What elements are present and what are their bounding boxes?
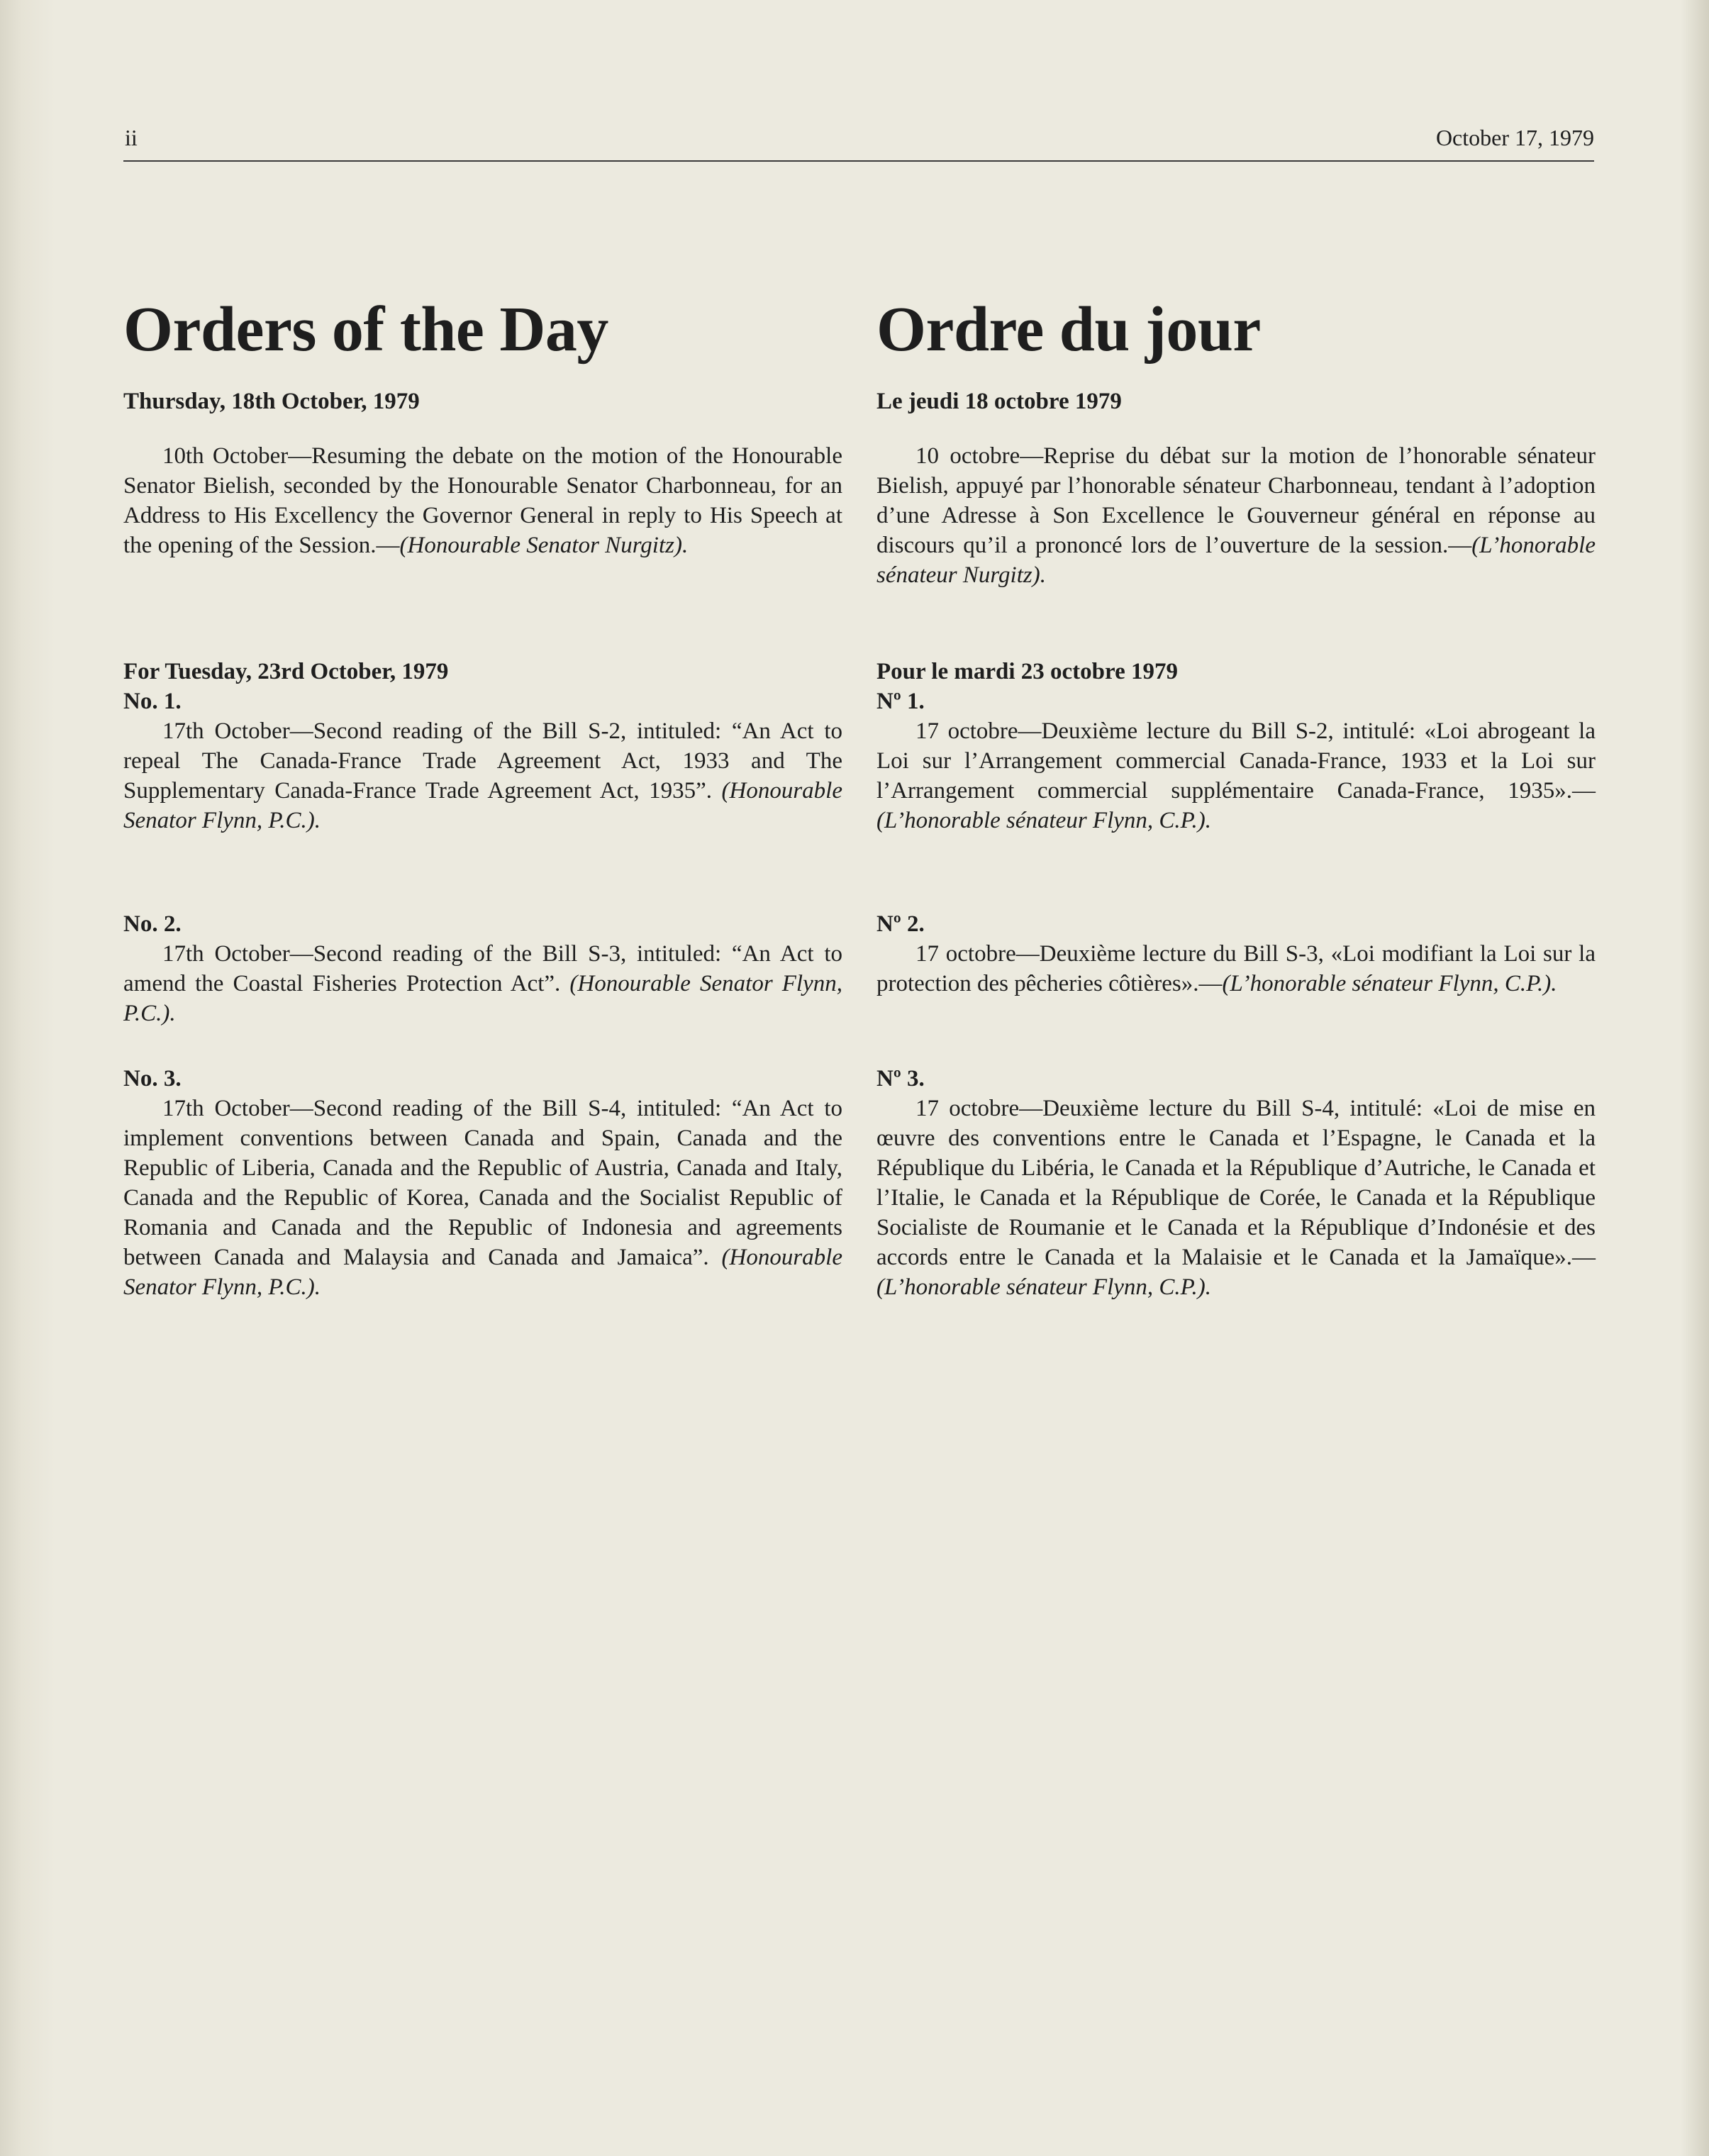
item-sponsor-fr: (L’honorable sénateur Flynn, C.P.).	[876, 808, 1212, 833]
french-column	[876, 291, 1596, 1300]
intro-item-en	[123, 441, 842, 560]
intro-sponsor-en: (Honourable Senator Nurgitz).	[399, 533, 689, 558]
running-header	[123, 125, 1594, 162]
order-block-fr	[876, 657, 1596, 835]
item-paragraph-en	[123, 716, 842, 835]
page-edge-left	[0, 0, 55, 2156]
order-block-en	[123, 657, 842, 835]
order-block-en	[123, 909, 842, 1028]
intro-sponsor-fr: (L’honorable sénateur Nurgitz).	[876, 533, 1596, 588]
item-text-fr: 17 octobre—Deuxième lecture du Bill S-3, «Loi modifiant la Loi sur la protection des pêcheries côtières».—	[876, 941, 1596, 996]
page-number: ii	[125, 125, 138, 150]
item-sponsor-en: (Honourable Senator Flynn, P.C.).	[123, 971, 842, 1026]
intro-text-fr: 10 octobre—Reprise du débat sur la motion de l’honorable sénateur Bielish, appuyé par l’honorable sénateur Charbonneau, tendant à l’adoption d’une Adresse à Son Excellence le Gouverneur général en réponse au discours qu’il a prononcé lors de l’ouverture de la session.—	[876, 443, 1596, 558]
item-paragraph-fr	[876, 716, 1596, 835]
section-title-en: Orders of the Day	[123, 294, 608, 365]
item-number-fr: Nº 1.	[876, 689, 925, 714]
for-heading-fr: Pour le mardi 23 octobre 1979	[876, 659, 1178, 684]
item-sponsor-fr: (L’honorable sénateur Flynn, C.P.).	[876, 1274, 1212, 1300]
item-text-en: 17th October—Second reading of the Bill S-4, intituled: “An Act to implement conventions between Canada and Spain, Canada and the Republic of Liberia, Canada and the Republic of Austria, Canada and Italy, Canada and the Republic of Korea, Canada and the Socialist Republic of Romania and Canada and the Republic of Indonesia and agreements between Canada and Malaysia and Canada and Jamaica”.	[123, 1096, 842, 1270]
item-text-en: 17th October—Second reading of the Bill S-3, intituled: “An Act to amend the Coastal Fisheries Protection Act”.	[123, 941, 842, 996]
date-heading-fr: Le jeudi 18 octobre 1979	[876, 389, 1122, 414]
section-title-fr: Ordre du jour	[876, 294, 1261, 365]
item-number-en: No. 3.	[123, 1066, 182, 1091]
item-number-fr: Nº 2.	[876, 911, 925, 937]
item-number-fr: Nº 3.	[876, 1066, 925, 1091]
intro-paragraph-fr	[876, 441, 1596, 590]
item-text-fr: 17 octobre—Deuxième lecture du Bill S-2, intitulé: «Loi abrogeant la Loi sur l’Arrangement commercial Canada-France, 1933 et la Loi sur l’Arrangement commercial supplémentaire Canada-France, 1935».—	[876, 718, 1596, 804]
header-date: October 17, 1979	[1435, 125, 1594, 150]
item-sponsor-fr: (L’honorable sénateur Flynn, C.P.).	[1222, 971, 1557, 996]
item-sponsor-en: (Honourable Senator Flynn, P.C.).	[123, 778, 842, 833]
order-block-en	[123, 1064, 842, 1302]
intro-paragraph-en	[123, 441, 842, 560]
english-column	[123, 291, 842, 1300]
page-edge-right	[1681, 0, 1709, 2156]
intro-item-fr	[876, 441, 1596, 590]
item-sponsor-en: (Honourable Senator Flynn, P.C.).	[123, 1245, 842, 1300]
intro-text-en: 10th October—Resuming the debate on the motion of the Honourable Senator Bielish, seconded by the Honourable Senator Charbonneau, for an Address to His Excellency the Governor General in reply to His Speech at the opening of the Session.—	[123, 443, 842, 558]
item-paragraph-en	[123, 939, 842, 1028]
for-heading-en: For Tuesday, 23rd October, 1979	[123, 659, 449, 684]
order-block-fr	[876, 1064, 1596, 1302]
item-number-en: No. 1.	[123, 689, 182, 714]
item-number-en: No. 2.	[123, 911, 182, 937]
item-paragraph-fr	[876, 1094, 1596, 1302]
item-paragraph-fr	[876, 939, 1596, 999]
date-heading-en: Thursday, 18th October, 1979	[123, 389, 420, 414]
item-text-en: 17th October—Second reading of the Bill S-2, intituled: “An Act to repeal The Canada-France Trade Agreement Act, 1933 and The Supplementary Canada-France Trade Agreement Act, 1935”.	[123, 718, 842, 804]
item-text-fr: 17 octobre—Deuxième lecture du Bill S-4, intitulé: «Loi de mise en œuvre des conventions entre le Canada et l’Espagne, le Canada et la République du Libéria, le Canada et la République d’Autriche, le Canada et l’Italie, le Canada et la République de Corée, le Canada et la République Socialiste de Roumanie et le Canada et la République d’Indonésie et des accords entre le Canada et la Malaisie et le Canada et la Jamaïque».—	[876, 1096, 1596, 1270]
item-paragraph-en	[123, 1094, 842, 1302]
order-block-fr	[876, 909, 1596, 999]
